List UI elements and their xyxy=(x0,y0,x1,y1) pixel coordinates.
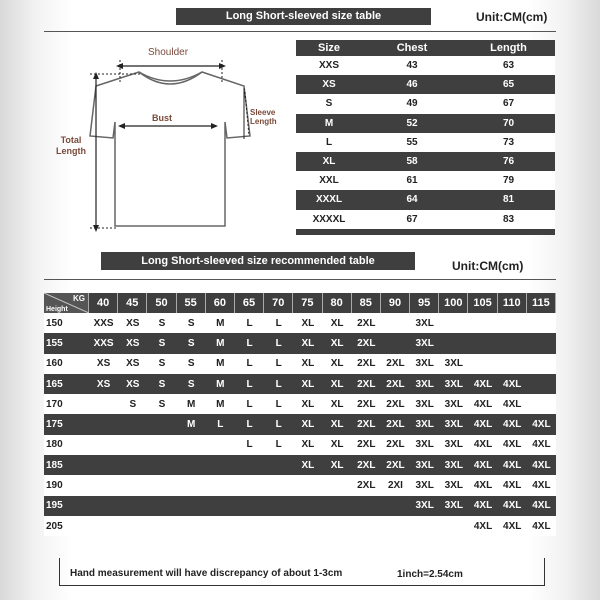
size-recommendation-cell xyxy=(527,394,556,414)
size-recommendation-cell xyxy=(235,475,264,495)
size-table-cell: 67 xyxy=(362,210,462,229)
size-recommendation-cell: 3XL xyxy=(439,496,468,516)
size-recommendation-cell xyxy=(352,516,381,536)
size-table-row xyxy=(296,114,555,133)
size-recommendation-cell: 3XL xyxy=(439,354,468,374)
size-recommendation-cell: XL xyxy=(323,394,352,414)
size-recommendation-cell xyxy=(527,354,556,374)
weight-header-cell: 95 xyxy=(410,293,439,313)
size-recommendation-cell: XXS xyxy=(89,313,118,333)
size-recommendation-cell xyxy=(293,475,322,495)
size-recommendation-cell: L xyxy=(264,414,293,434)
size-recommendation-cell: L xyxy=(264,333,293,353)
size-recommendation-cell: S xyxy=(177,313,206,333)
size-recommendation-cell: 4XL xyxy=(498,435,527,455)
size-recommendation-cell xyxy=(264,475,293,495)
size-recommendation-cell: 2XL xyxy=(381,414,410,434)
size-recommendation-cell: 2XL xyxy=(352,313,381,333)
size-recommendation-cell: XL xyxy=(293,374,322,394)
corner-kg-label: KG xyxy=(73,294,85,303)
size-recommendation-cell: XL xyxy=(293,455,322,475)
size-recommendation-cell: 3XL xyxy=(410,333,439,353)
size-recommendation-cell xyxy=(118,475,147,495)
size-recommendation-cell xyxy=(264,516,293,536)
size-recommendation-cell xyxy=(352,496,381,516)
size-recommendation-cell: XL xyxy=(323,354,352,374)
size-recommendation-cell: 3XL xyxy=(410,354,439,374)
size-recommendation-cell: 2XL xyxy=(352,374,381,394)
size-recommendation-cell: 4XL xyxy=(468,414,497,434)
size-recommendation-cell: 4XL xyxy=(468,394,497,414)
sleeve-label-line1: Sleeve xyxy=(250,108,276,117)
size-recommendation-cell: 4XL xyxy=(468,435,497,455)
size-recommendation-cell xyxy=(527,333,556,353)
weight-header-cell: 105 xyxy=(468,293,497,313)
weight-header-cell: 45 xyxy=(118,293,147,313)
size-recommendation-cell: XS xyxy=(89,374,118,394)
size-recommendation-cell: XS xyxy=(118,333,147,353)
size-recommendation-cell: XL xyxy=(293,333,322,353)
size-recommendation-cell: XXS xyxy=(89,333,118,353)
unit-label-bottom: Unit:CM(cm) xyxy=(452,259,524,273)
height-cell: 205 xyxy=(44,516,89,536)
size-recommendation-cell: M xyxy=(206,354,235,374)
weight-header-cell: 70 xyxy=(264,293,293,313)
size-table-cell: 65 xyxy=(462,75,555,94)
size-table-cell: 64 xyxy=(362,190,462,209)
size-recommendation-cell: S xyxy=(147,333,176,353)
size-table-header-cell: Size xyxy=(296,40,362,56)
rec-table-row xyxy=(44,435,556,455)
height-cell: 160 xyxy=(44,354,89,374)
size-recommendation-cell xyxy=(235,496,264,516)
height-cell: 155 xyxy=(44,333,89,353)
size-table-cell: 52 xyxy=(362,114,462,133)
size-recommendation-cell: M xyxy=(177,394,206,414)
size-recommendation-cell: 2XL xyxy=(381,394,410,414)
rec-table-row xyxy=(44,496,556,516)
sleeve-label-line2: Length xyxy=(250,117,277,126)
rec-table-row xyxy=(44,333,556,353)
size-recommendation-cell: M xyxy=(206,333,235,353)
size-chart-table xyxy=(296,40,555,235)
size-recommendation-cell: S xyxy=(177,354,206,374)
size-recommendation-cell: XS xyxy=(89,354,118,374)
size-recommendation-cell: S xyxy=(147,374,176,394)
size-recommendation-cell: 4XL xyxy=(527,496,556,516)
weight-header-cell: 85 xyxy=(352,293,381,313)
size-recommendation-cell: 2XL xyxy=(352,475,381,495)
size-recommendation-cell xyxy=(381,313,410,333)
size-recommendation-cell xyxy=(147,475,176,495)
size-recommendation-cell: S xyxy=(147,354,176,374)
size-table-cell: 76 xyxy=(462,152,555,171)
size-recommendation-cell: 4XL xyxy=(498,414,527,434)
bust-label: Bust xyxy=(152,113,172,123)
size-recommendation-cell xyxy=(177,455,206,475)
inch-conversion-note: 1inch=2.54cm xyxy=(397,569,463,580)
size-recommendation-cell xyxy=(89,475,118,495)
size-recommendation-cell: S xyxy=(118,394,147,414)
size-recommendation-cell xyxy=(468,313,497,333)
weight-header-cell: 65 xyxy=(235,293,264,313)
middle-divider xyxy=(44,279,556,280)
size-table-header xyxy=(296,40,555,56)
size-recommendation-cell: 2XL xyxy=(352,394,381,414)
size-recommendation-cell xyxy=(323,516,352,536)
size-recommendation-cell: L xyxy=(235,313,264,333)
size-table-cell: XXXXL xyxy=(296,210,362,229)
size-recommendation-cell xyxy=(177,516,206,536)
size-recommendation-cell xyxy=(468,354,497,374)
size-recommendation-cell: 2XL xyxy=(381,354,410,374)
size-recommendation-cell xyxy=(147,516,176,536)
height-cell: 150 xyxy=(44,313,89,333)
measurement-note: Hand measurement will have discrepancy of about 1-3cm xyxy=(70,568,343,579)
size-table-cell: XXL xyxy=(296,171,362,190)
size-recommendation-cell: 3XL xyxy=(410,394,439,414)
size-recommendation-cell xyxy=(439,333,468,353)
size-recommendation-cell xyxy=(527,313,556,333)
size-recommendation-cell: 4XL xyxy=(527,475,556,495)
corner-height-label: Height xyxy=(46,306,68,313)
size-table-banner: Long Short-sleeved size table xyxy=(176,8,431,25)
height-cell: 170 xyxy=(44,394,89,414)
size-table-cell: 79 xyxy=(462,171,555,190)
size-recommendation-cell: S xyxy=(147,313,176,333)
size-recommendation-cell: S xyxy=(177,333,206,353)
size-recommendation-table xyxy=(44,293,556,536)
size-recommendation-cell xyxy=(147,414,176,434)
size-recommendation-cell xyxy=(206,435,235,455)
size-recommendation-cell xyxy=(89,394,118,414)
size-table-cell: 67 xyxy=(462,94,555,113)
size-recommendation-cell xyxy=(147,496,176,516)
size-recommendation-cell: L xyxy=(235,394,264,414)
size-recommendation-cell xyxy=(498,354,527,374)
weight-header-cell: 110 xyxy=(498,293,527,313)
size-recommendation-cell xyxy=(293,496,322,516)
size-recommendation-cell: 2XL xyxy=(381,455,410,475)
size-recommendation-cell xyxy=(177,435,206,455)
size-recommendation-cell: L xyxy=(264,394,293,414)
rec-table-header xyxy=(44,293,556,313)
size-recommendation-cell: 2XL xyxy=(381,435,410,455)
weight-header-cell: 80 xyxy=(323,293,352,313)
size-recommendation-cell: M xyxy=(177,414,206,434)
rec-table-corner xyxy=(44,293,89,313)
size-recommendation-cell: 4XL xyxy=(498,496,527,516)
size-table-row xyxy=(296,75,555,94)
size-recommendation-cell xyxy=(118,455,147,475)
size-table-row xyxy=(296,210,555,229)
size-recommendation-cell: L xyxy=(206,414,235,434)
size-recommendation-cell xyxy=(439,313,468,333)
tshirt-outline xyxy=(90,72,250,226)
rec-table-row xyxy=(44,313,556,333)
shoulder-label: Shoulder xyxy=(148,47,189,58)
size-table-cell: 63 xyxy=(462,56,555,75)
size-recommendation-cell: L xyxy=(235,435,264,455)
size-recommendation-cell xyxy=(89,496,118,516)
size-recommendation-cell: XL xyxy=(293,435,322,455)
rec-table-row xyxy=(44,414,556,434)
size-table-cell: M xyxy=(296,114,362,133)
size-recommendation-cell: L xyxy=(235,374,264,394)
size-recommendation-cell: 4XL xyxy=(468,374,497,394)
height-cell: 165 xyxy=(44,374,89,394)
total-length-label xyxy=(56,135,86,157)
size-recommendation-cell xyxy=(235,516,264,536)
height-cell: 180 xyxy=(44,435,89,455)
size-recommendation-cell xyxy=(89,435,118,455)
size-recommendation-cell: XL xyxy=(293,313,322,333)
size-recommendation-cell: XL xyxy=(293,414,322,434)
size-recommendation-cell: L xyxy=(264,435,293,455)
size-recommendation-cell xyxy=(323,475,352,495)
size-recommendation-cell: XS xyxy=(118,313,147,333)
height-cell: 195 xyxy=(44,496,89,516)
size-table-row xyxy=(296,94,555,113)
size-recommendation-cell xyxy=(498,333,527,353)
size-table-cell: 43 xyxy=(362,56,462,75)
size-recommendation-cell: XL xyxy=(323,414,352,434)
size-recommendation-cell: S xyxy=(147,394,176,414)
size-recommendation-cell: XL xyxy=(323,333,352,353)
size-recommendation-cell: 4XL xyxy=(527,414,556,434)
size-recommendation-cell: 3XL xyxy=(410,374,439,394)
size-recommendation-cell xyxy=(498,313,527,333)
size-recommendation-cell xyxy=(381,516,410,536)
size-recommendation-cell: 4XL xyxy=(498,394,527,414)
height-cell: 185 xyxy=(44,455,89,475)
size-table-cell: XXXL xyxy=(296,190,362,209)
weight-header-cell: 75 xyxy=(293,293,322,313)
top-divider xyxy=(44,31,556,32)
size-recommendation-cell xyxy=(177,496,206,516)
size-recommendation-cell: 4XL xyxy=(527,435,556,455)
size-recommendation-cell: 4XL xyxy=(468,516,497,536)
size-recommendation-cell: XL xyxy=(323,374,352,394)
size-recommendation-cell xyxy=(410,516,439,536)
size-recommendation-cell: 3XL xyxy=(410,455,439,475)
size-recommendation-cell: L xyxy=(235,414,264,434)
size-recommendation-cell xyxy=(89,455,118,475)
size-table-cell: 58 xyxy=(362,152,462,171)
size-recommendation-cell: S xyxy=(177,374,206,394)
size-recommendation-cell: 3XL xyxy=(410,496,439,516)
size-recommendation-cell: 4XL xyxy=(527,455,556,475)
size-recommendation-cell xyxy=(118,435,147,455)
size-recommendation-cell xyxy=(206,475,235,495)
size-recommendation-cell: 3XL xyxy=(410,414,439,434)
size-recommendation-cell: L xyxy=(264,313,293,333)
size-recommendation-cell: 4XL xyxy=(527,516,556,536)
height-cell: 190 xyxy=(44,475,89,495)
size-recommendation-cell xyxy=(527,374,556,394)
size-table-header-cell: Chest xyxy=(362,40,462,56)
size-recommendation-cell xyxy=(235,455,264,475)
size-recommendation-cell xyxy=(177,475,206,495)
size-recommendation-cell xyxy=(206,455,235,475)
size-table-row xyxy=(296,190,555,209)
weight-header-cell: 55 xyxy=(177,293,206,313)
size-recommendation-cell: XL xyxy=(293,394,322,414)
sleeve-length-label xyxy=(250,108,277,126)
size-recommendation-cell: L xyxy=(264,354,293,374)
size-recommendation-cell: 3XL xyxy=(439,475,468,495)
size-table-row xyxy=(296,56,555,75)
size-table-row xyxy=(296,133,555,152)
size-recommendation-cell xyxy=(264,496,293,516)
size-recommendation-cell xyxy=(264,455,293,475)
size-recommendation-cell: L xyxy=(264,374,293,394)
size-table-cell: XXS xyxy=(296,56,362,75)
size-table-cell: XL xyxy=(296,152,362,171)
size-recommendation-cell xyxy=(147,455,176,475)
size-table-cell: 81 xyxy=(462,190,555,209)
size-recommendation-cell: 3XL xyxy=(439,374,468,394)
size-table-cell: 46 xyxy=(362,75,462,94)
size-recommendation-cell: M xyxy=(206,374,235,394)
weight-header-cell: 100 xyxy=(439,293,468,313)
size-table-row xyxy=(296,152,555,171)
rec-table-row xyxy=(44,516,556,536)
size-recommendation-cell: 4XL xyxy=(498,475,527,495)
size-recommendation-cell: 2XL xyxy=(352,455,381,475)
size-table-footer-bar xyxy=(296,229,555,235)
total-label-line2: Length xyxy=(56,146,86,156)
recommended-table-banner: Long Short-sleeved size recommended table xyxy=(101,252,415,270)
rec-table-row xyxy=(44,354,556,374)
size-recommendation-cell: 4XL xyxy=(498,516,527,536)
weight-header-cell: 90 xyxy=(381,293,410,313)
weight-header-cell: 115 xyxy=(527,293,556,313)
size-recommendation-cell: 2XL xyxy=(352,333,381,353)
size-table-cell: 49 xyxy=(362,94,462,113)
size-recommendation-cell: XS xyxy=(118,374,147,394)
size-recommendation-cell: 3XL xyxy=(410,313,439,333)
size-recommendation-cell: XL xyxy=(323,455,352,475)
weight-header-cell: 40 xyxy=(89,293,118,313)
size-table-cell: XS xyxy=(296,75,362,94)
size-recommendation-cell xyxy=(381,496,410,516)
size-table-row xyxy=(296,171,555,190)
size-recommendation-cell xyxy=(118,414,147,434)
unit-label-top: Unit:CM(cm) xyxy=(476,10,548,24)
size-recommendation-cell: 4XL xyxy=(468,496,497,516)
size-recommendation-cell xyxy=(293,516,322,536)
size-recommendation-cell: 3XL xyxy=(410,475,439,495)
size-recommendation-cell: 2XL xyxy=(352,354,381,374)
size-table-footer-cell xyxy=(296,229,555,235)
size-recommendation-cell xyxy=(118,516,147,536)
size-recommendation-cell: 4XL xyxy=(498,455,527,475)
size-recommendation-cell: 2XI xyxy=(381,475,410,495)
size-recommendation-cell: XL xyxy=(323,435,352,455)
height-cell: 175 xyxy=(44,414,89,434)
size-table-cell: 73 xyxy=(462,133,555,152)
size-recommendation-cell: 3XL xyxy=(439,414,468,434)
size-recommendation-cell xyxy=(147,435,176,455)
size-recommendation-cell xyxy=(323,496,352,516)
size-recommendation-cell xyxy=(206,516,235,536)
size-recommendation-cell: 2XL xyxy=(381,374,410,394)
weight-header-cell: 50 xyxy=(147,293,176,313)
size-recommendation-cell: XL xyxy=(293,354,322,374)
size-recommendation-cell xyxy=(89,414,118,434)
size-recommendation-cell: 3XL xyxy=(439,435,468,455)
size-recommendation-cell: 2XL xyxy=(352,414,381,434)
size-recommendation-cell xyxy=(206,496,235,516)
size-recommendation-cell: 4XL xyxy=(468,455,497,475)
rec-table-row xyxy=(44,475,556,495)
size-recommendation-cell xyxy=(118,496,147,516)
size-recommendation-cell: XS xyxy=(118,354,147,374)
size-recommendation-cell xyxy=(468,333,497,353)
size-table-header-cell: Length xyxy=(462,40,555,56)
size-recommendation-cell: 3XL xyxy=(410,435,439,455)
size-table-cell: 55 xyxy=(362,133,462,152)
size-recommendation-cell xyxy=(89,516,118,536)
size-table-cell: 61 xyxy=(362,171,462,190)
size-recommendation-cell: 4XL xyxy=(498,374,527,394)
size-recommendation-cell: L xyxy=(235,354,264,374)
total-label-line1: Total xyxy=(60,135,82,145)
size-recommendation-cell: M xyxy=(206,394,235,414)
size-recommendation-cell: L xyxy=(235,333,264,353)
size-recommendation-cell: 3XL xyxy=(439,394,468,414)
weight-header-cell: 60 xyxy=(206,293,235,313)
size-recommendation-cell xyxy=(381,333,410,353)
size-recommendation-cell: XL xyxy=(323,313,352,333)
size-table-cell: 70 xyxy=(462,114,555,133)
rec-table-row xyxy=(44,394,556,414)
size-recommendation-cell: 3XL xyxy=(439,455,468,475)
size-table-cell: L xyxy=(296,133,362,152)
rec-table-row xyxy=(44,455,556,475)
size-table-cell: S xyxy=(296,94,362,113)
size-table-cell: 83 xyxy=(462,210,555,229)
size-recommendation-cell: 2XL xyxy=(352,435,381,455)
size-recommendation-cell: M xyxy=(206,313,235,333)
rec-table-row xyxy=(44,374,556,394)
size-recommendation-cell xyxy=(439,516,468,536)
size-recommendation-cell: 4XL xyxy=(468,475,497,495)
